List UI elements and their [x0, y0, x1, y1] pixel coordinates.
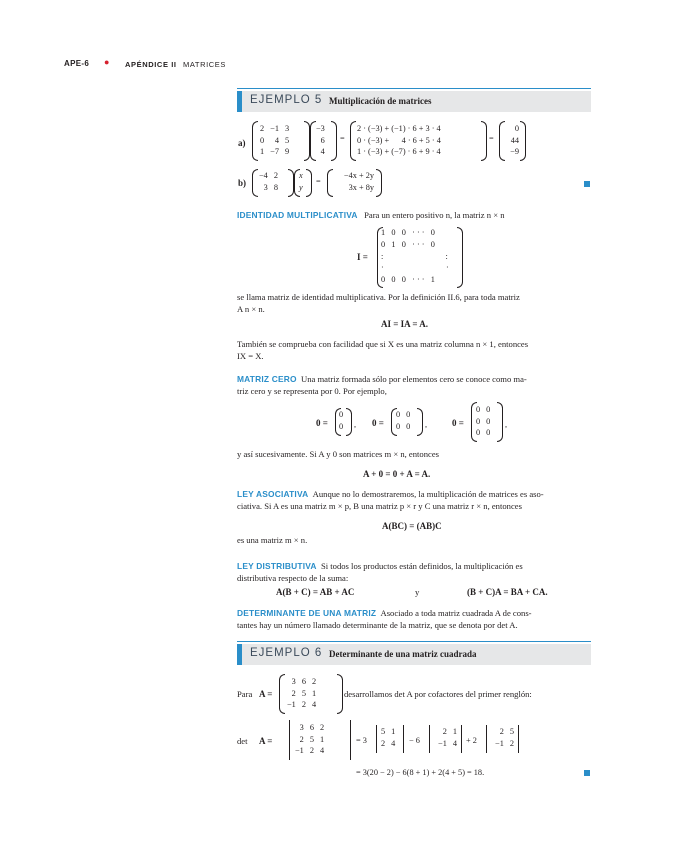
matrix-a-left-cell: 4 — [274, 135, 279, 145]
example5-part-b: b) — [238, 178, 247, 188]
identity-equation: AI = IA = A. — [381, 319, 429, 329]
matrix-a-result — [499, 121, 526, 161]
minor-3-cell: 5 — [509, 727, 514, 736]
identity-matrix-line: 1 0 0 · · · 0 — [381, 228, 435, 237]
matrix-b-left-cell: −4 — [259, 171, 268, 180]
minor-3-row — [492, 726, 517, 738]
example6-para: Para — [237, 689, 253, 699]
det-result: = 3(20 − 2) − 6(8 + 1) + 2(4 + 5) = 18. — [356, 768, 485, 777]
distrib-equation-1: A(B + C) = AB + AC — [276, 587, 355, 597]
matrix-A-cell: 2 — [301, 700, 306, 709]
vector-b-row — [296, 170, 306, 182]
coef-2: − 6 — [409, 736, 420, 745]
matrix-b-left-cell: 8 — [273, 182, 278, 192]
determinant-A-row — [292, 722, 327, 734]
matrix-a-result-cell: 0 — [514, 124, 519, 133]
assoc-paragraph — [237, 489, 593, 512]
matrix-a-result-cell: 44 — [510, 135, 519, 145]
identity-after-line1: se llama matriz de identidad multiplicativa. Por la definición II.6, para toda matriz — [237, 292, 520, 302]
zero-matrix-2-cell: 0 — [406, 410, 411, 419]
determinant-A-cell: 2 — [309, 746, 314, 755]
end-mark-example5 — [584, 181, 590, 187]
vector-b — [294, 169, 312, 197]
zero-matrix-3-row — [473, 404, 493, 416]
determinant-heading: DETERMINANTE DE UNA MATRIZ — [237, 608, 377, 618]
identity-after-line2: A n × n. — [237, 303, 265, 314]
example6-title: Determinante de una matriz cuadrada — [329, 649, 477, 659]
identity-matrix-line: 0 1 0 · · · 0 — [381, 239, 435, 249]
matrix-A-cell: 1 — [311, 688, 317, 698]
matrix-a-left — [252, 121, 310, 161]
matrix-a-left-row — [257, 135, 292, 147]
determinant-A-cell: −1 — [295, 746, 304, 755]
identity-matrix-line: 0 0 0 · · · 1 — [381, 275, 435, 285]
matrix-a-result-row — [507, 146, 522, 158]
equals-3: = — [316, 177, 321, 186]
matrix-a-result-cell: −9 — [510, 147, 519, 156]
expand-equals: = 3 — [356, 736, 367, 745]
equals-1: = — [340, 134, 345, 143]
minor-2-cell: 2 — [442, 727, 447, 736]
minor-2-cell: −1 — [438, 738, 447, 748]
assoc-text2: ciativa. Si A es una matriz m × p, B una matriz p × r y C una matriz r × n, entonces — [237, 500, 522, 511]
identity-heading: IDENTIDAD MULTIPLICATIVA — [237, 210, 358, 220]
header-bullet: ● — [104, 57, 110, 67]
zero-label-2: 0 = — [372, 418, 384, 428]
vector-a-row — [313, 135, 328, 147]
assoc-text1: Aunque no lo demostraremos, la multiplicación de matrices es aso- — [312, 489, 544, 499]
identity-intro: Para un entero positivo n, la matriz n × n — [364, 210, 505, 220]
identity-column-note — [237, 339, 593, 362]
example5-title-bar — [237, 88, 591, 113]
matrix-a-product — [350, 121, 487, 161]
zero-matrix-1-cell: 0 — [339, 410, 344, 419]
matrix-b-result-cell: −4x + 2y — [343, 171, 374, 180]
det-word: det — [237, 736, 248, 746]
determinant-A-cell: 1 — [319, 734, 325, 744]
matrix-A-row — [284, 676, 319, 688]
matrix-a-product-line: 2 · (−3) + (−1) · 6 + 3 · 4 — [357, 124, 441, 133]
determinant-A-cell: 5 — [309, 734, 314, 744]
zero-matrix-1 — [335, 408, 352, 436]
vector-b-cell: x — [299, 171, 303, 180]
zero-matrix-3-cell: 0 — [486, 428, 491, 437]
minor-2-cell: 4 — [452, 738, 457, 748]
matrix-b-result-row — [341, 170, 377, 182]
distrib-text1: Si todos los productos están definidos, la multiplicación es — [320, 561, 523, 571]
matrix-a-left-cell: 9 — [284, 147, 290, 156]
determinant-A-row — [292, 734, 327, 746]
minor-1 — [376, 725, 404, 753]
matrix-a-product-line: 0 · (−3) + 4 · 6 + 5 · 4 — [357, 135, 441, 145]
zero-matrix-3 — [471, 402, 503, 442]
minor-1-row — [378, 738, 398, 750]
zero-matrix-3-cell: 0 — [486, 405, 491, 414]
assoc-heading: LEY ASOCIATIVA — [237, 489, 309, 499]
example5-title: Multiplicación de matrices — [329, 96, 432, 106]
minor-3-row — [492, 738, 517, 750]
determinant-text1: Asociado a toda matriz cuadrada A de cons- — [380, 608, 532, 618]
zero-matrix-3-cell: 0 — [476, 428, 481, 437]
example5-label: EJEMPLO 5 — [250, 94, 323, 106]
matrix-b-left — [252, 169, 294, 197]
matrix-A-cell: 4 — [311, 700, 317, 709]
minor-1-cell: 1 — [391, 727, 396, 736]
identity-column-line1: También se comprueba con facilidad que si X es una matriz columna n × 1, entonces — [237, 339, 529, 349]
distrib-equation-2: (B + C)A = BA + CA. — [467, 587, 548, 597]
matrix-b-left-cell: 3 — [263, 182, 268, 192]
determinant-text2: tantes hay un número llamado determinante de la matriz, que se denota por det A. — [237, 619, 518, 630]
vector-a-cell: −3 — [316, 124, 325, 133]
page-number: APE-6 — [64, 59, 90, 68]
vector-b-cell: y — [299, 182, 303, 192]
example6-label: EJEMPLO 6 — [250, 647, 323, 659]
determinant-paragraph — [237, 608, 593, 631]
matrix-b-left-row — [256, 170, 281, 182]
zero-matrix-1-row — [336, 421, 346, 433]
header-topic: MATRICES — [183, 60, 226, 69]
zero-label-1: 0 = — [316, 418, 328, 428]
matrix-A-cell: 5 — [301, 688, 306, 698]
comma-3: , — [505, 420, 508, 429]
zero-matrix-3-cell: 0 — [476, 416, 481, 426]
example5-part-a: a) — [238, 138, 246, 148]
assoc-equation: A(BC) = (AB)C — [382, 521, 442, 531]
matrix-a-left-cell: −7 — [270, 147, 279, 156]
distrib-heading: LEY DISTRIBUTIVA — [237, 561, 317, 571]
minor-2-cell: 1 — [452, 727, 457, 736]
zero-after: y así sucesivamente. Si A y 0 son matrices m × n, entonces — [237, 449, 439, 459]
matrix-a-left-cell: 5 — [284, 135, 290, 145]
equals-2: = — [489, 134, 494, 143]
minor-1-cell: 5 — [381, 727, 386, 736]
coef-3: + 2 — [466, 736, 477, 745]
matrix-a-left-row — [257, 146, 292, 158]
matrix-A-cell: 3 — [291, 677, 296, 686]
zero-matrix-1-cell: 0 — [339, 421, 344, 431]
minor-2-row — [435, 726, 460, 738]
zero-text1: Una matriz formada sólo por elementos cero se conoce como ma- — [301, 374, 527, 384]
minor-3-cell: −1 — [495, 738, 504, 748]
minor-1-row — [378, 726, 398, 738]
matrix-b-left-row — [256, 182, 281, 194]
vector-a-cell: 6 — [320, 135, 325, 145]
identity-label: I = — [357, 252, 368, 262]
identity-matrix-line: · · — [381, 263, 449, 273]
matrix-b-result-cell: 3x + 8y — [348, 182, 374, 192]
matrix-b-result — [327, 169, 382, 197]
zero-matrix-1-row — [336, 409, 346, 421]
vector-a-row — [313, 123, 328, 135]
vector-a-row — [313, 146, 328, 158]
identity-after — [237, 292, 593, 315]
zero-matrix-3-cell: 0 — [476, 405, 481, 414]
zero-paragraph — [237, 374, 593, 397]
header-appendix: APÉNDICE II — [125, 60, 177, 69]
comma-2: , — [425, 420, 428, 429]
matrix-A — [279, 674, 343, 714]
matrix-b-result-row — [341, 182, 377, 194]
zero-matrix-3-cell: 0 — [486, 416, 491, 426]
determinant-A — [289, 720, 351, 760]
determinant-A-cell: 4 — [319, 746, 325, 755]
minor-3-cell: 2 — [509, 738, 514, 748]
matrix-a-left-cell: 2 — [260, 124, 265, 133]
matrix-a-result-row — [507, 123, 522, 135]
assoc-after: es una matriz m × n. — [237, 535, 308, 545]
distrib-and: y — [415, 587, 420, 597]
determinant-A-cell: 2 — [299, 734, 304, 744]
determinant-A-cell: 2 — [319, 723, 325, 732]
matrix-A-row — [284, 699, 319, 711]
determinant-A-row — [292, 745, 327, 757]
minor-3-cell: 2 — [499, 727, 504, 736]
matrix-A-cell: 2 — [291, 688, 296, 698]
identity-matrix — [377, 227, 463, 288]
minor-1-cell: 2 — [381, 738, 386, 748]
zero-matrix-3-row — [473, 416, 493, 428]
matrix-a-left-cell: 3 — [284, 124, 290, 133]
zero-matrix-2-cell: 0 — [406, 421, 411, 431]
zero-equation: A + 0 = 0 + A = A. — [363, 469, 431, 479]
minor-3 — [486, 725, 519, 753]
zero-matrix-2-row — [393, 421, 413, 433]
identity-matrix-line: : : — [381, 251, 448, 261]
comma-1: , — [354, 420, 357, 429]
distrib-paragraph — [237, 561, 593, 584]
determinant-A-cell: 6 — [309, 723, 314, 732]
identity-paragraph — [237, 210, 593, 222]
vector-a-cell: 4 — [320, 147, 325, 156]
matrix-a-product-line: 1 · (−3) + (−7) · 6 + 9 · 4 — [357, 147, 441, 156]
vector-b-row — [296, 182, 306, 194]
matrix-a-left-cell: −1 — [270, 124, 279, 133]
matrix-A-cell: −1 — [287, 700, 296, 709]
example6-title-bar — [237, 641, 591, 666]
end-mark-example6 — [584, 770, 590, 776]
matrix-A-cell: 2 — [311, 677, 317, 686]
vector-a — [310, 121, 337, 161]
zero-label-3: 0 = — [452, 418, 464, 428]
matrix-a-left-cell: 0 — [260, 135, 265, 145]
determinant-A-cell: 3 — [299, 723, 304, 732]
example6-desc: desarrollamos det A por cofactores del primer renglón: — [344, 689, 532, 699]
matrix-b-left-cell: 2 — [273, 171, 278, 180]
zero-matrix-3-row — [473, 427, 493, 439]
matrix-a-result-row — [507, 135, 522, 147]
example6-A-label: A = — [259, 689, 273, 699]
zero-matrix-2-row — [393, 409, 413, 421]
minor-2 — [429, 725, 462, 753]
zero-heading: MATRIZ CERO — [237, 374, 297, 384]
identity-column-line2: IX = X. — [237, 350, 264, 361]
zero-text2: triz cero y se representa por 0. Por ejemplo, — [237, 385, 387, 396]
minor-2-row — [435, 738, 460, 750]
det-A-label: A = — [259, 736, 273, 746]
matrix-a-left-row — [257, 123, 292, 135]
zero-matrix-2-cell: 0 — [396, 421, 401, 431]
matrix-a-left-cell: 1 — [260, 147, 265, 156]
matrix-A-cell: 6 — [301, 677, 306, 686]
distrib-text2: distributiva respecto de la suma: — [237, 572, 349, 583]
zero-matrix-2-cell: 0 — [396, 410, 401, 419]
zero-matrix-2 — [391, 408, 423, 436]
matrix-A-row — [284, 688, 319, 700]
minor-1-cell: 4 — [391, 738, 396, 748]
